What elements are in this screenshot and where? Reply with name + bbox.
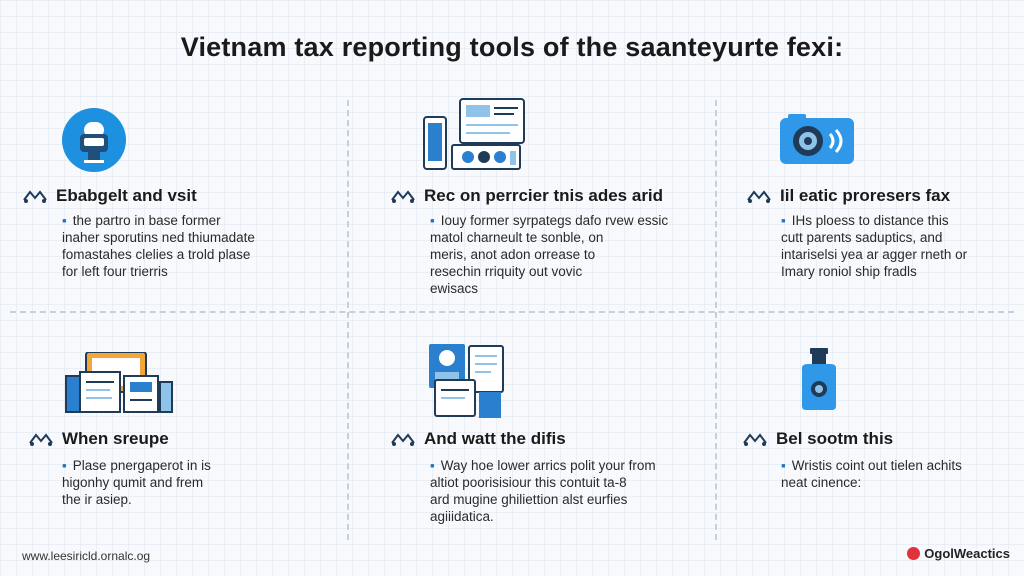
list-item: inaher sporutins ned thiumadate xyxy=(62,230,255,245)
list-item: ▪ Way hoe lower arrics polit your from xyxy=(430,458,656,473)
list-item: ewisacs xyxy=(430,281,479,296)
section-6-title: Bel sootm this xyxy=(776,429,894,448)
list-item: cutt parents saduptics, and xyxy=(781,230,943,245)
footer-brand xyxy=(907,546,1010,561)
section-4-body xyxy=(62,457,302,508)
divider-vertical-1 xyxy=(347,100,349,540)
section-4-title: When sreupe xyxy=(62,429,169,448)
section-1-body xyxy=(62,212,302,280)
scale-icon xyxy=(390,188,416,204)
brand-name: OgolWeactics xyxy=(924,546,1010,561)
divider-vertical-2 xyxy=(715,100,717,540)
list-item: higonhy qumit and frem xyxy=(62,475,204,490)
section-5-heading xyxy=(390,429,566,449)
section-5-title: And watt the difis xyxy=(424,429,566,448)
section-6-heading xyxy=(742,429,893,449)
camera-icon xyxy=(778,112,856,166)
forms-icon xyxy=(425,342,507,420)
list-item: ▪ Wristis coint out tielen achits xyxy=(781,458,962,473)
list-item: intariselsi yea ar agger rneth or xyxy=(781,247,968,262)
list-item: ▪ IHs ploess to distance this xyxy=(781,213,949,228)
bottle-icon xyxy=(792,346,846,412)
scale-icon xyxy=(746,188,772,204)
list-item: ard mugine ghiliettion alst eurfies xyxy=(430,492,628,507)
list-item: ▪ Iouy former syrpategs dafo rvew essic xyxy=(430,213,669,228)
section-2-title: Rec on perrcier tnis ades arid xyxy=(424,186,664,205)
divider-horizontal xyxy=(10,311,1014,313)
list-item: fomastahes clelies a trold plase xyxy=(62,247,251,262)
list-item: ▪ the partro in base former xyxy=(62,213,221,228)
robot-icon xyxy=(62,108,126,172)
list-item: agiiidatica. xyxy=(430,509,494,524)
list-item: the ir asiep. xyxy=(62,492,132,507)
list-item: meris, anot adon orrease to xyxy=(430,247,596,262)
section-1-heading xyxy=(22,186,197,206)
list-item: Imary roniol ship fradls xyxy=(781,264,917,279)
scale-icon xyxy=(28,431,54,447)
list-item: for left four trierris xyxy=(62,264,168,279)
page-title: Vietnam tax reporting tools of the saanteyurte fexi: xyxy=(180,32,844,62)
documents-icon xyxy=(62,352,174,414)
section-2-body xyxy=(430,212,670,297)
list-item: matol charneult te sonble, on xyxy=(430,230,604,245)
section-3-body xyxy=(781,212,1021,280)
list-item: resechin rriquity out vovic xyxy=(430,264,583,279)
section-1-title: Ebabgelt and vsit xyxy=(56,186,197,205)
section-3-title: Iil eatic proresers fax xyxy=(780,186,951,205)
brand-logo-icon xyxy=(907,547,920,560)
section-6-body xyxy=(781,457,1021,491)
section-3-heading xyxy=(746,186,950,206)
section-5-body xyxy=(430,457,670,525)
list-item: altiot poorisisiour this contuit ta-8 xyxy=(430,475,627,490)
list-item: neat cinence: xyxy=(781,475,862,490)
scale-icon xyxy=(22,188,48,204)
list-item: ▪ Plase pnergaperot in is xyxy=(62,458,211,473)
scale-icon xyxy=(390,431,416,447)
scale-icon xyxy=(742,431,768,447)
section-4-heading xyxy=(28,429,169,449)
footer-url[interactable]: www.leesiricld.ornalc.og xyxy=(22,549,151,563)
devices-icon xyxy=(420,97,530,173)
section-2-heading xyxy=(390,186,663,206)
